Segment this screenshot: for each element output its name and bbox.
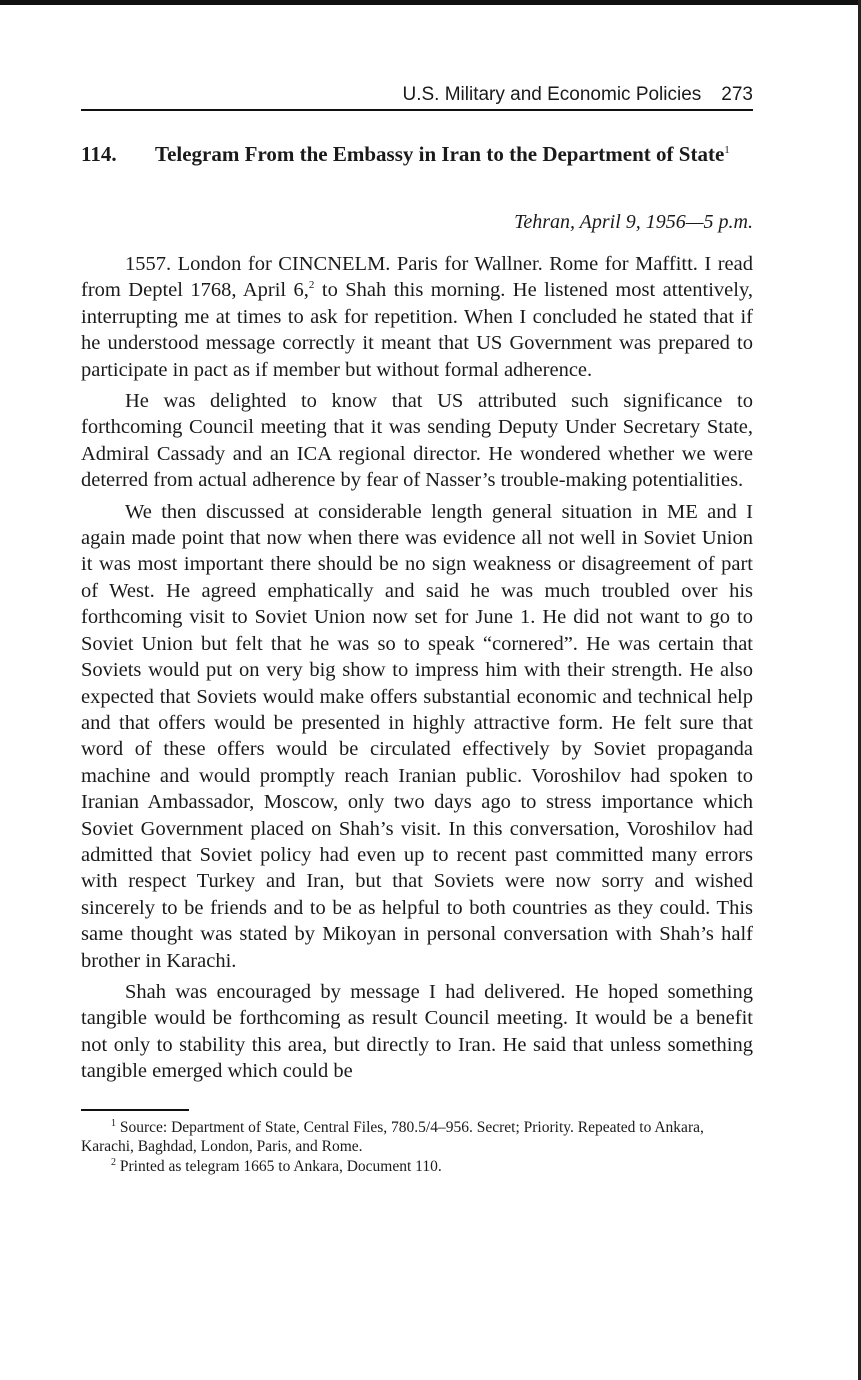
paragraph-1-start: 1557. London for CINCNELM. Paris for Wallner. Rome for Maffitt. I read from Deptel 1768, April 6, [81,253,753,302]
document-title-text: Telegram From the Embassy in Iran to the Department of State [155,142,725,166]
footnote-1 [81,1118,753,1157]
document-heading [81,141,753,167]
running-head-title: U.S. Military and Economic Policies [402,84,702,105]
footnote-2 [81,1157,753,1177]
running-head [81,82,753,111]
page-number: 273 [721,84,753,105]
paragraph-1 [81,251,753,383]
document-number: 114. [81,142,117,166]
document-title [155,141,753,167]
title-footnote-marker: 1 [724,144,730,156]
page-top-edge [0,0,861,5]
paragraph-2: He was delighted to know that US attributed such significance to forthcoming Council meeting that it was sending Deputy Under Secretary State, Admiral Cassady and an ICA regional director. He wondered whether we were deterred from actual adherence by fear of Nasser’s trouble-making potentialities. [81,390,753,492]
paragraph-1-footnote-marker: 2 [308,279,315,292]
footnote-2-text: Printed as telegram 1665 to Ankara, Document 110. [116,1157,442,1175]
footnote-2-marker: 2 [111,1156,116,1168]
paragraph-4: Shah was encouraged by message I had delivered. He hoped something tangible would be forthcoming as result Council meeting. It would be a benefit not only to stability this area, but directly to Iran. He said that unless something tangible emerged which could be [81,980,753,1083]
footnote-1-text: Source: Department of State, Central Files, 780.5/4–956. Secret; Priority. Repeated to Ankara, Karachi, Baghdad, London, Paris, and Rome. [81,1118,704,1156]
footnotes [81,1118,753,1177]
paragraph-3: We then discussed at considerable length general situation in ME and I again made point that now when there was evidence all not well in Soviet Union it was most important there should be no sign weakness or disagreement of part of West. He agreed emphatically and said he was much troubled over his forthcoming visit to Soviet Union now set for June 1. He did not want to go to Soviet Union but felt that he was so to speak “cornered”. He was certain that Soviets would put on very big show to impress him with their strength. He also expected that Soviets would make offers substantial economic and technical help and that offers would be presented in highly attractive form. He felt sure that word of these offers would be circulated effectively by Soviet propaganda machine and would promptly reach Iranian public. Voroshilov had spoken to Iranian Ambassador, Moscow, only two days ago to stress importance which Soviet Government placed on Shah’s visit. In this conversation, Voroshilov had admitted that Soviet policy had even up to recent past committed many errors with respect Turkey and Iran, but that Soviets were now sorry and wished sincerely to be friends and to be as helpful to both countries as they could. This same thought was stated by Mikoyan in personal conversation with Shah’s half brother in Karachi. [81,500,753,972]
footnote-divider [81,1109,189,1111]
dateline: Tehran, April 9, 1956—5 p.m. [514,211,753,233]
paragraph-1-end: to Shah this morning. He listened most attentively, interrupting me at times to ask for repetition. When I concluded he stated that if he understood message correctly it meant that US Government was prepared to participate in pact as if member but without formal adherence. [81,279,753,381]
page [81,82,753,1176]
footnote-1-marker: 1 [111,1117,116,1129]
document-body [81,251,753,1085]
